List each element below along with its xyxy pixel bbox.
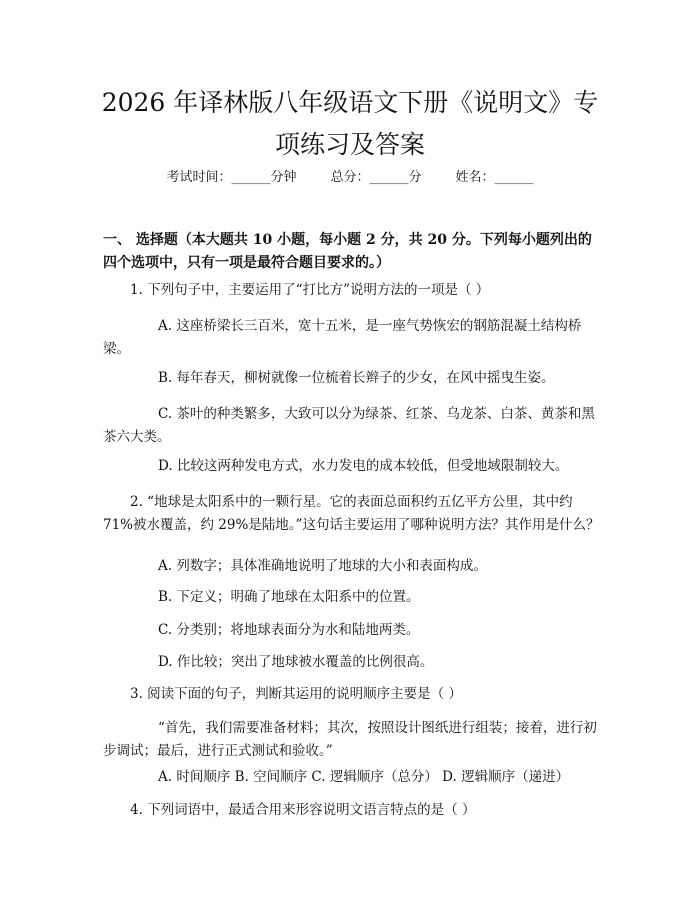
exam-score-label: 总分：______分: [330, 170, 422, 185]
exam-name-label: 姓名：______: [455, 170, 534, 185]
question-1-option-c: C. 茶叶的种类繁多，大致可以分为绿茶、红茶、乌龙茶、白茶、黄茶和黑茶六大类。: [103, 406, 595, 445]
question-4-stem: 4. 下列词语中，最适合用来形容说明文语言特点的是（ ）: [130, 802, 476, 818]
question-2-option-c: C. 分类别；将地球表面分为水和陆地两类。: [158, 622, 420, 638]
question-2-stem: 2. “地球是太阳系中的一颗行星。它的表面总面积约五亿平方公里，其中约 71%被水覆盖，约 29%是陆地。”这句话主要运用了哪种说明方法？其作用是什么？: [103, 494, 600, 533]
section-heading: 一、 选择题（本大题共 10 小题，每小题 2 分，共 20 分。下列每小题列出的四个选项中，只有一项是最符合题目要求的。）: [103, 232, 592, 271]
exam-time-label: 考试时间：______分钟: [166, 170, 297, 185]
question-1-option-b: B. 每年春天，柳树就像一位梳着长辫子的少女，在风中摇曳生姿。: [158, 370, 555, 386]
question-1-option-a: A. 这座桥梁长三百米，宽十五米，是一座气势恢宏的钢筋混凝土结构桥梁。: [103, 318, 582, 357]
title-line-1: 2026 年译林版八年级语文下册《说明文》专: [101, 88, 599, 117]
question-3-quote: “首先，我们需要准备材料；其次，按照设计图纸进行组装；接着，进行初步调试；最后，进行正式测试和验收。”: [103, 720, 597, 759]
question-2-option-b: B. 下定义；明确了地球在太阳系中的位置。: [158, 589, 420, 605]
question-1-stem: 1. 下列句子中，主要运用了“打比方”说明方法的一项是（ ）: [130, 282, 490, 298]
question-2-option-a: A. 列数字；具体准确地说明了地球的大小和表面构成。: [158, 558, 487, 574]
exam-info-line: [0, 168, 700, 188]
question-3-options: A. 时间顺序 B. 空间顺序 C. 逻辑顺序（总分） D. 逻辑顺序（递进）: [158, 769, 570, 785]
title-line-2: 项练习及答案: [274, 130, 425, 159]
document-title: [90, 82, 610, 166]
question-1-option-d: D. 比较这两种发电方式，水力发电的成本较低，但受地域限制较大。: [158, 458, 569, 474]
question-3-stem: 3. 阅读下面的句子，判断其运用的说明顺序主要是（ ）: [130, 686, 462, 702]
question-2-option-d: D. 作比较；突出了地球被水覆盖的比例很高。: [158, 654, 434, 670]
